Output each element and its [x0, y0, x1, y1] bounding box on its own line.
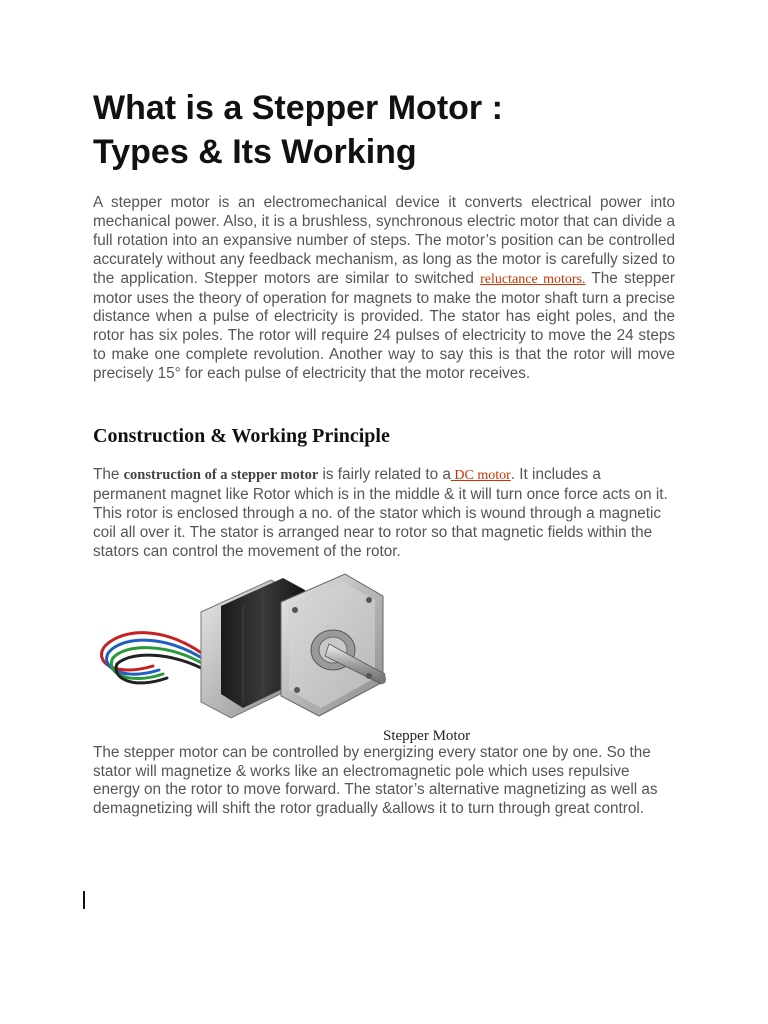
title-line-1: What is a Stepper Motor :	[93, 89, 503, 127]
text-cursor	[83, 891, 85, 909]
construction-lead: The	[93, 466, 124, 484]
document-page	[93, 86, 675, 819]
dc-motor-link[interactable]: DC motor	[450, 468, 511, 484]
figure-caption: Stepper Motor	[383, 727, 471, 744]
stepper-motor-image	[93, 566, 393, 744]
reluctance-motors-link[interactable]: reluctance motors.	[480, 271, 586, 287]
intro-text-2: The stepper motor uses the theory of operation for magnets to make the motor shaft turn a precise distance when a pulse of electricity is provided. The stator has eight poles, and the rotor has six poles. The rotor will require 24 pulses of electricity to move the 24 steps to make one complete revolution. Another way to say this is that the rotor will move precisely 15° for each pulse of electricity that the motor receives.	[93, 269, 675, 383]
intro-paragraph	[93, 194, 675, 384]
construction-rest: . It includes a permanent magnet like Rotor which is in the middle & it will turn once force acts on it. This rotor is enclosed through a no. of the stator which is wound through a magnetic coil all over it. The stator is arranged near to rotor so that magnetic fields within the stators can control the movement of the rotor.	[93, 466, 668, 560]
section-heading: Construction & Working Principle	[93, 425, 390, 448]
construction-paragraph	[93, 466, 675, 562]
intro-text-1: A stepper motor is an electromechanical device it converts electrical power into mechanical power. Also, it is a brushless, synchronous electric motor that can divide a full rotation into an expansive number of steps. The motor’s position can be controlled accurately without any feedback mechanism, as long as the motor is carefully sized to the application. Stepper motors are similar to switched	[93, 194, 675, 287]
construction-bold-term: construction of a stepper motor	[123, 467, 319, 484]
working-paragraph: The stepper motor can be controlled by energizing every stator one by one. So the stator will magnetize & works like an electromagnetic pole which uses repulsive energy on the rotor to move forward. The stator’s alternative magnetizing as well as demagnetizing will shift the rotor gradually &allows it to turn through great control.	[93, 743, 658, 818]
page-title	[93, 86, 675, 174]
stepper-motor-figure	[93, 566, 675, 744]
title-line-2: Types & Its Working	[93, 133, 417, 171]
construction-middle: is fairly related to a	[318, 466, 451, 484]
